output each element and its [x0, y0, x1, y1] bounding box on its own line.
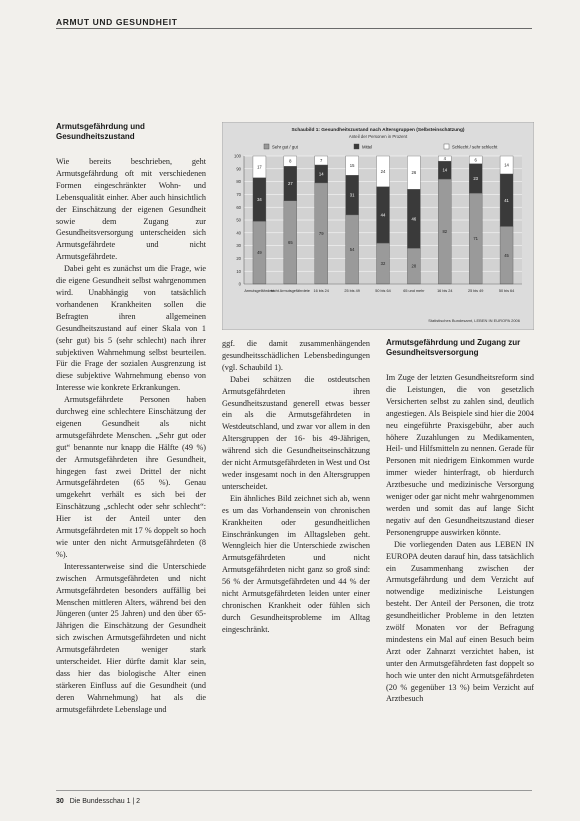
data-label: 45 — [504, 252, 509, 258]
paragraph: Dabei geht es zunächst um die Frage, wie die eigene Gesundheit selbst wahrgenommen wird. Unabhängig von tatsächlich vorhandenen Krankheiten sollen die Befragten ihren allgemeinen Gesundheitszustand auf einer Skala von 1 (sehr gut) bis 5 (sehr schlecht) nach ihrer subjektiven Wahrnehmung selbst beurteilen. Für die Frage der sozialen Ausgrenzung ist diese subjektive Wahrnehmung ebenso von Interesse wie konkrete Erkrankungen. — [56, 264, 206, 393]
running-header: ARMUT UND GESUNDHEIT — [56, 17, 178, 27]
x-tick-label: Armutsgefährdete — [244, 289, 275, 293]
y-tick-label: 50 — [236, 217, 241, 223]
right-column-text — [386, 372, 534, 705]
paragraph: Wie bereits beschrieben, geht Armutsgefährdung oft mit verschiedenen Formen eingeschränkter Wohn- und Lebensqualität einher. Aber auch hinsichtlich der Einschätzung der eigenen Gesundheit sowie dem Zugang zur Gesundheitsversorgung unterscheiden sich Armutsgefährdete und nicht Armutsgefährdete. — [56, 157, 206, 262]
paragraph: Interessanterweise sind die Unterschiede zwischen Armutsgefährdeten und nicht Armutsgefährdeten besonders auffällig bei Menschen mittleren Alters, während bei den Jüngeren (unter 25 Jahren) und den über 65-Jährigen die Einschätzung der Gesundheit sich zwischen Armutsgefährdeten und nicht Armutsgefährdeten weniger stark unterscheidet. Hier dürfte damit klar sein, dass hier das biologische Alter einen stärkeren Einfluss auf die Gesundheit (und deren Wahrnehmung) hat als die armutsgefährdete Lebenslage und — [56, 561, 206, 714]
y-tick-label: 70 — [236, 192, 241, 197]
chart-figure — [222, 122, 534, 330]
page-footer — [56, 798, 140, 805]
footer-rule — [56, 790, 532, 791]
left-column-text — [56, 156, 206, 716]
data-label: 8 — [289, 158, 292, 164]
data-label: 4 — [443, 156, 446, 162]
data-label: 54 — [349, 247, 355, 253]
x-tick-label: 16 bis 24 — [313, 289, 329, 293]
left-section-heading: Armutsgefährdung und Gesundheitszustand — [56, 122, 145, 141]
data-label: 46 — [411, 216, 417, 222]
x-tick-label: 65 und mehr — [403, 289, 425, 293]
x-tick-label: 25 bis 49 — [344, 289, 360, 293]
chart-subtitle: Anteil der Personen in Prozent — [348, 134, 408, 139]
data-label: 15 — [349, 163, 355, 169]
paragraph: Armutsgefährdete Personen haben durchweg eine schlechtere Einschätzung der eigenen Gesundheit als nicht armutsgefährdete Menschen. „Sehr gut oder gut“ benannte nur knapp die Hälfte (49 %) der Armutsgefährdeten ihre Gesundheit, hingegen fast zwei Drittel der nicht Armutsgefährdeten (65 %). Genau umgekehrt verhält es sich bei der Einschätzung „schlecht oder sehr schlecht“: Hier ist der Anteil unter den Armutsgefährdeten mit 17 % doppelt so hoch wie unter den nicht Armutsgefährdeten (8 %). — [56, 395, 206, 559]
data-label: 14 — [504, 162, 509, 168]
data-label: 49 — [257, 250, 262, 256]
legend-label: Sehr gut / gut — [272, 144, 298, 150]
y-tick-label: 100 — [234, 153, 241, 159]
paragraph: Im Zuge der letzten Gesundheitsreform sind die Leistungen, die von gesetzlich Versicherten selbst zu zahlen sind, deutlich angestiegen. Als Beispiele sind hier die 2004 neu eingeführte Praxisgebühr, aber auch höhere Zuzahlungen zu Medikamenten, Heil- und Hilfsmitteln zu nennen. Gerade für Personen mit niedrigem Einkommen wurde immer wieder hinterfragt, ob hierdurch Arztbesuche und medizinische Versorgung weniger oder gar nicht mehr wahrgenommen werden und somit das auf lange Sicht negativ auf den Gesundheitszustand dieser Personengruppe auswirken könnte. — [386, 373, 534, 537]
paragraph: Die vorliegenden Daten aus LEBEN IN EUROPA deuten darauf hin, dass tatsächlich ein Zusammenhang zwischen der Armutsgefährdung und dem Verzicht auf notwendige medizinische Leistungen besteht. Der Anteil der Personen, die trotz gesundheitlicher Probleme in den letzten zwölf Monaten vor der Befragung mindestens ein Mal auf einen Besuch beim Arzt oder Zahnarzt verzichtet haben, ist unter den Armutsgefährdeten fast doppelt so hoch wie unter den nicht Armutsgefährdeten (20 % gegenüber 13 %) beim Verzicht auf Arztbesuch — [386, 539, 534, 704]
right-section-heading: Armutsgefährdung und Zugang zur Gesundheitsversorgung — [386, 338, 521, 357]
data-label: 65 — [287, 240, 293, 245]
y-tick-label: 40 — [236, 230, 241, 236]
data-label: 28 — [411, 263, 417, 269]
publication-name: Die Bundesschau 1 | 2 — [69, 798, 141, 805]
x-tick-label: 50 bis 64 — [498, 289, 515, 293]
legend-swatch — [354, 144, 359, 149]
data-label: 26 — [411, 170, 417, 176]
y-tick-label: 90 — [236, 166, 241, 172]
data-label: 14 — [442, 167, 448, 173]
data-label: 71 — [473, 236, 479, 242]
data-label: 82 — [442, 229, 448, 235]
chart-title: Schaubild 1: Gesundheitszustand nach Altersgruppen (Selbsteinschätzung) — [291, 128, 465, 133]
x-tick-label: 50 bis 64 — [375, 289, 391, 293]
data-label: 17 — [257, 164, 262, 170]
stacked-bar-chart — [222, 122, 534, 330]
paragraph: ggf. die damit zusammenhängenden gesundheitsschädlichen Lebensbedingungen (vgl. Schaubild 1). — [222, 339, 370, 372]
x-tick-label: 16 bis 24 — [437, 289, 453, 293]
paragraph: Ein ähnliches Bild zeichnet sich ab, wenn es um das Vorhandensein von chronischen Krankheiten oder gesundheitlichen Einschränkungen im Alltagsleben geht. Wenngleich hier die Unterschiede zwischen Armutsgefährdeten und nicht Armutsgefährdeten nicht ganz so groß sind: 56 % der Armutsgefährdeten und 44 % der nicht Armutsgefährdeten leiden unter einer chronischen Krankheit oder fühlen sich durch Gesundheitsprobleme im Alltag eingeschränkt. — [222, 493, 370, 634]
data-label: 79 — [318, 231, 324, 237]
data-label: 34 — [257, 197, 262, 203]
data-label: 6 — [474, 157, 477, 163]
data-label: 44 — [380, 212, 386, 218]
chart-plot-area — [234, 154, 522, 293]
data-label: 24 — [380, 168, 386, 174]
data-label: 23 — [473, 176, 479, 181]
legend-label: Schlecht / sehr schlecht — [452, 144, 498, 150]
x-tick-label: 25 bis 49 — [467, 289, 484, 293]
legend-swatch — [264, 144, 269, 149]
header-rule — [56, 28, 532, 29]
y-tick-label: 20 — [236, 256, 241, 261]
data-label: 41 — [504, 197, 509, 203]
y-tick-label: 30 — [236, 243, 241, 249]
data-label: 31 — [349, 192, 355, 198]
data-label: 32 — [380, 261, 386, 267]
chart-source: Statistisches Bundesamt, LEBEN IN EUROPA 2006 — [428, 318, 520, 323]
y-tick-label: 10 — [236, 268, 241, 274]
paragraph: Dabei schätzen die ostdeutschen Armutsgefährdeten ihren Gesundheitszustand generell etwas besser ein als die Armutsgefährdeten in Westdeutschland, und zwar vor allem in den Altersgruppen der 16- bis 49-Jährigen, während sich die Gesundheitseinschätzung der nicht Armutsgefährdeten in West und Ost weder insgesamt noch in den Altersgruppen unterscheidet. — [222, 374, 370, 491]
y-tick-label: 80 — [236, 179, 241, 185]
data-label: 14 — [318, 171, 324, 177]
middle-column-text — [222, 338, 370, 636]
page-number: 30 — [56, 798, 64, 805]
data-label: 27 — [287, 181, 293, 187]
y-tick-label: 60 — [236, 204, 241, 210]
legend-swatch — [444, 144, 449, 149]
y-tick-label: 0 — [238, 281, 241, 287]
x-tick-label: nicht Armutsgefährdete — [270, 289, 310, 293]
data-label: 7 — [320, 158, 323, 164]
legend-label: Mittel — [362, 144, 373, 150]
